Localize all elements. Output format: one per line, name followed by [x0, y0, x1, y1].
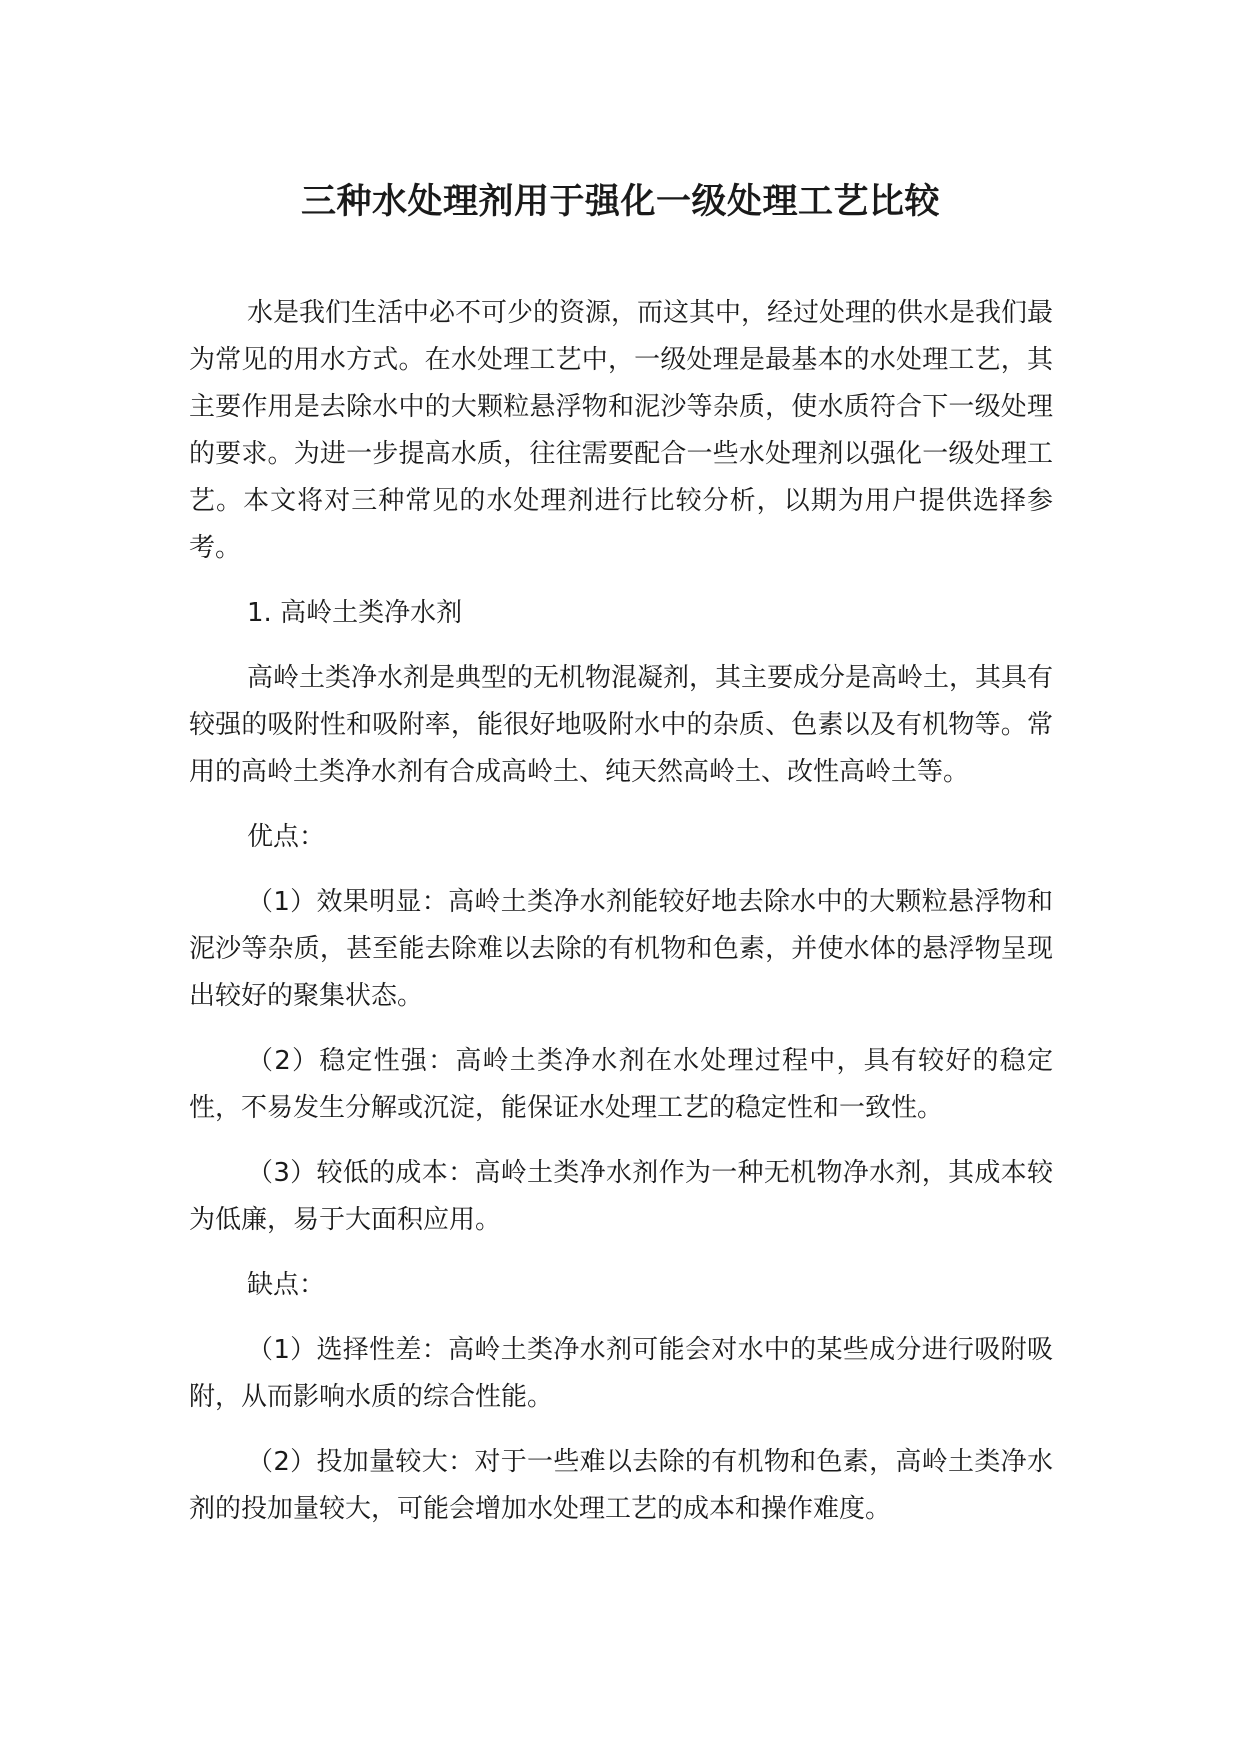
advantage-item-3: （3）较低的成本：高岭土类净水剂作为一种无机物净水剂，其成本较为低廉，易于大面积应用。	[189, 1158, 1053, 1235]
advantage-item-1: （1）效果明显：高岭土类净水剂能较好地去除水中的大颗粒悬浮物和泥沙等杂质，甚至能去除难以去除的有机物和色素，并使水体的悬浮物呈现出较好的聚集状态。	[189, 887, 1053, 1011]
kaolin-description-paragraph: 高岭土类净水剂是典型的无机物混凝剂，其主要成分是高岭土，其具有较强的吸附性和吸附率，能很好地吸附水中的杂质、色素以及有机物等。常用的高岭土类净水剂有合成高岭土、纯天然高岭土、改性高岭土等。	[189, 663, 1054, 787]
intro-paragraph: 水是我们生活中必不可少的资源，而这其中，经过处理的供水是我们最为常见的用水方式。在水处理工艺中，一级处理是最基本的水处理工艺，其主要作用是去除水中的大颗粒悬浮物和泥沙等杂质，使水质符合下一级处理的要求。为进一步提高水质，往往需要配合一些水处理剂以强化一级处理工艺。本文将对三种常见的水处理剂进行比较分析，以期为用户提供选择参考。	[189, 298, 1054, 563]
document-body	[189, 290, 1053, 1551]
disadvantage-item-2: （2）投加量较大：对于一些难以去除的有机物和色素，高岭土类净水剂的投加量较大，可能会增加水处理工艺的成本和操作难度。	[189, 1447, 1053, 1524]
advantage-item-2: （2）稳定性强：高岭土类净水剂在水处理过程中，具有较好的稳定性，不易发生分解或沉淀，能保证水处理工艺的稳定性和一致性。	[189, 1046, 1053, 1123]
advantages-heading: 优点：	[247, 822, 326, 852]
disadvantages-heading: 缺点：	[247, 1270, 326, 1300]
document-title: 三种水处理剂用于强化一级处理工艺比较	[300, 182, 940, 222]
disadvantage-item-1: （1）选择性差：高岭土类净水剂可能会对水中的某些成分进行吸附吸附，从而影响水质的综合性能。	[189, 1335, 1053, 1412]
section-heading-kaolin: 1. 高岭土类净水剂	[247, 598, 463, 628]
